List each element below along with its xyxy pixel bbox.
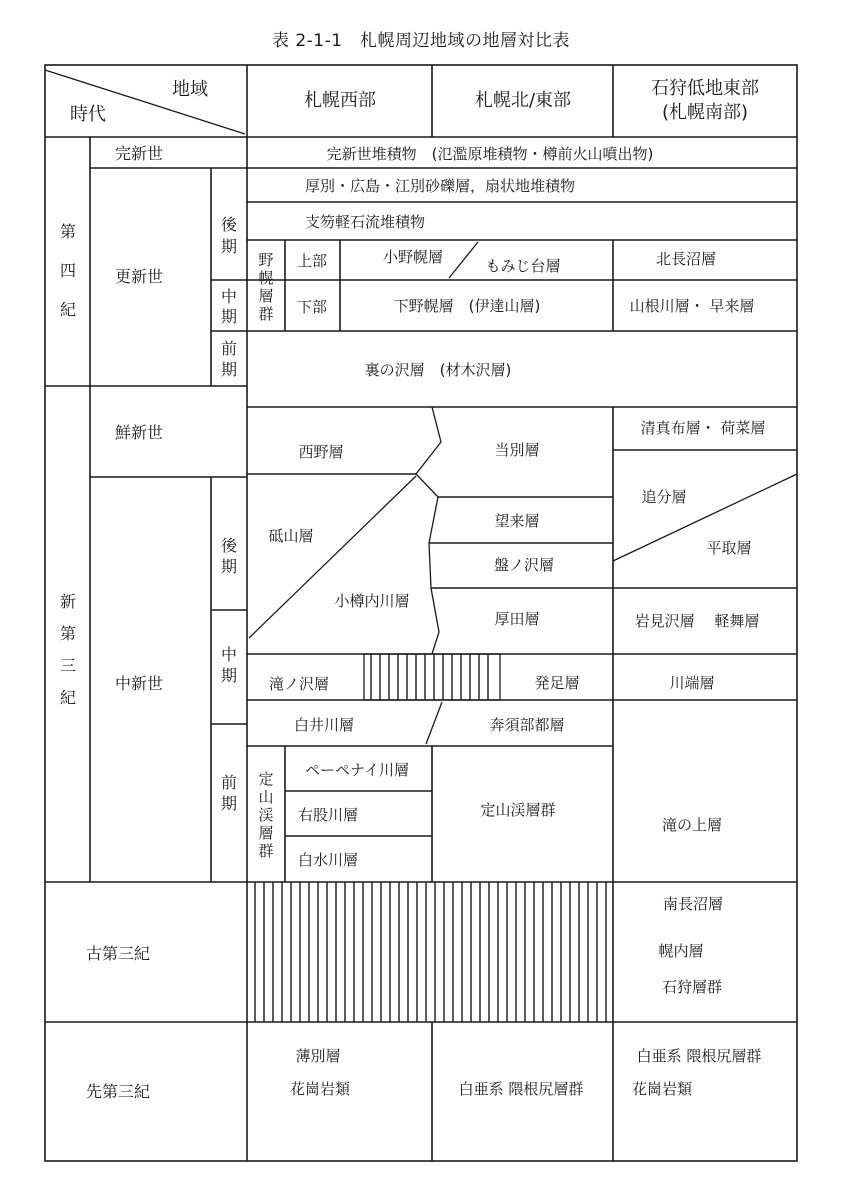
period-pre-tertiary: 先第三紀 (85, 1082, 151, 1101)
formation-tobetsu: 当別層 (494, 441, 540, 459)
group-nopporo-1: 野 (258, 251, 274, 269)
period-neogene-2: 第 (59, 624, 77, 643)
stage-miocene-late-1: 後 (220, 536, 238, 555)
formation-atsuta: 厚田層 (494, 610, 540, 628)
formation-hattari: 発足層 (534, 674, 580, 692)
period-quaternary-1: 第 (59, 222, 77, 241)
formation-takinoue: 滝の上層 (661, 816, 723, 834)
page-title: 表 2-1-1 札幌周辺地域の地層対比表 (271, 31, 571, 51)
epoch-pleistocene: 更新世 (114, 267, 164, 286)
formation-toishiyama: 砥山層 (268, 527, 314, 545)
formation-kawabata: 川端層 (669, 674, 715, 692)
period-neogene-3: 三 (59, 656, 77, 675)
formation-bokuraisou: 望来層 (494, 512, 540, 530)
stage-pleistocene-early-2: 期 (220, 360, 238, 379)
formation-kiyomappu: 清真布層・ 荷菜層 (640, 419, 766, 437)
era-label: 時代 (70, 104, 106, 125)
hatch-miocene (371, 654, 488, 700)
stage-pleistocene-middle-2: 期 (220, 307, 238, 326)
period-neogene-4: 紀 (59, 688, 77, 707)
formation-iwamizawa: 岩見沢層 軽舞層 (634, 612, 760, 630)
period-quaternary-3: 紀 (59, 300, 77, 319)
stage-miocene-early-1: 前 (220, 773, 238, 792)
stage-miocene-middle-2: 期 (220, 666, 238, 685)
nopporo-upper: 上部 (296, 252, 328, 270)
group-jozankei-1: 定 (258, 770, 274, 788)
column-sapporo-northeast: 札幌北/東部 (474, 90, 572, 111)
region-label: 地域 (172, 79, 208, 100)
group-nopporo-3: 層 (258, 287, 274, 305)
formation-momijidai: もみじ台層 (485, 257, 561, 275)
formation-holocene-deposits: 完新世堆積物 (氾濫原堆積物・樽前火山噴出物) (326, 145, 654, 163)
stage-pleistocene-late-2: 期 (220, 237, 238, 256)
formation-otarunaigawa: 小樽内川層 (334, 592, 410, 610)
hatch-paleogene (255, 882, 606, 1022)
stage-miocene-early-2: 期 (220, 794, 238, 813)
period-quaternary-2: 四 (59, 261, 77, 280)
epoch-pliocene: 鮮新世 (114, 423, 164, 442)
formation-shiramizu: 白水川層 (297, 851, 359, 869)
group-jozankei-3: 渓 (258, 806, 274, 824)
formation-uranosawa: 裏の沢層 (材木沢層) (364, 361, 512, 379)
formation-pepenai: ペーペナイ川層 (305, 761, 409, 779)
stage-pleistocene-early-1: 前 (220, 339, 238, 358)
formation-granite-east: 花崗岩類 (631, 1080, 693, 1098)
formation-shiraigawa: 白井川層 (293, 716, 355, 734)
period-neogene-1: 新 (59, 592, 77, 611)
formation-kitanaganuma: 北長沼層 (655, 250, 717, 268)
stage-pleistocene-middle-1: 中 (220, 287, 238, 306)
stage-miocene-late-2: 期 (220, 557, 238, 576)
column-ishikari-east-line1: 石狩低地東部 (651, 78, 759, 99)
formation-cretaceous-northeast: 白亜系 隈根尻層群 (458, 1080, 584, 1098)
group-jozankei-4: 層 (258, 824, 274, 842)
formation-takinosawa: 滝ノ沢層 (268, 675, 330, 693)
formation-shimo-nopporo: 下野幌層 (伊達山層) (393, 297, 541, 315)
formation-granite-west: 花崗岩類 (289, 1080, 351, 1098)
group-nopporo-4: 群 (258, 305, 274, 323)
formation-kami-nopporo: 小野幌層 (382, 248, 444, 266)
formation-mamatagawa: 右股川層 (297, 806, 359, 824)
formation-usubetsu: 薄別層 (295, 1047, 341, 1065)
period-paleogene: 古第三紀 (85, 944, 151, 963)
formation-jozankei-group: 定山渓層群 (480, 801, 556, 819)
group-nopporo-2: 幌 (258, 269, 274, 287)
group-jozankei-5: 群 (258, 842, 274, 860)
nopporo-lower: 下部 (296, 298, 328, 316)
formation-cretaceous-east: 白亜系 隈根尻層群 (636, 1047, 762, 1065)
formation-atsubetsu: 厚別・広島・江別砂礫層，扇状地堆積物 (305, 177, 576, 195)
formation-horonai: 幌内層 (658, 942, 704, 960)
formation-minaminaganuma: 南長沼層 (662, 895, 724, 913)
epoch-miocene: 中新世 (114, 674, 164, 693)
formation-nishino: 西野層 (298, 443, 344, 461)
group-jozankei-2: 山 (258, 788, 274, 806)
column-ishikari-east-line2: (札幌南部) (661, 102, 749, 123)
formation-hon-subetsu: 奔須部都層 (489, 716, 565, 734)
column-sapporo-west: 札幌西部 (304, 90, 376, 111)
epoch-holocene: 完新世 (114, 144, 164, 163)
formation-ishikari-group: 石狩層群 (661, 978, 723, 996)
formation-oiwake: 追分層 (641, 488, 687, 506)
stage-miocene-middle-1: 中 (220, 645, 238, 664)
formation-hiratori: 平取層 (706, 539, 752, 557)
stage-pleistocene-late-1: 後 (220, 215, 238, 234)
formation-yamanegawa: 山根川層・ 早来層 (629, 297, 755, 315)
formation-shikotsu: 支笏軽石流堆積物 (305, 213, 426, 231)
formation-bannosawa: 盤ノ沢層 (493, 556, 555, 574)
